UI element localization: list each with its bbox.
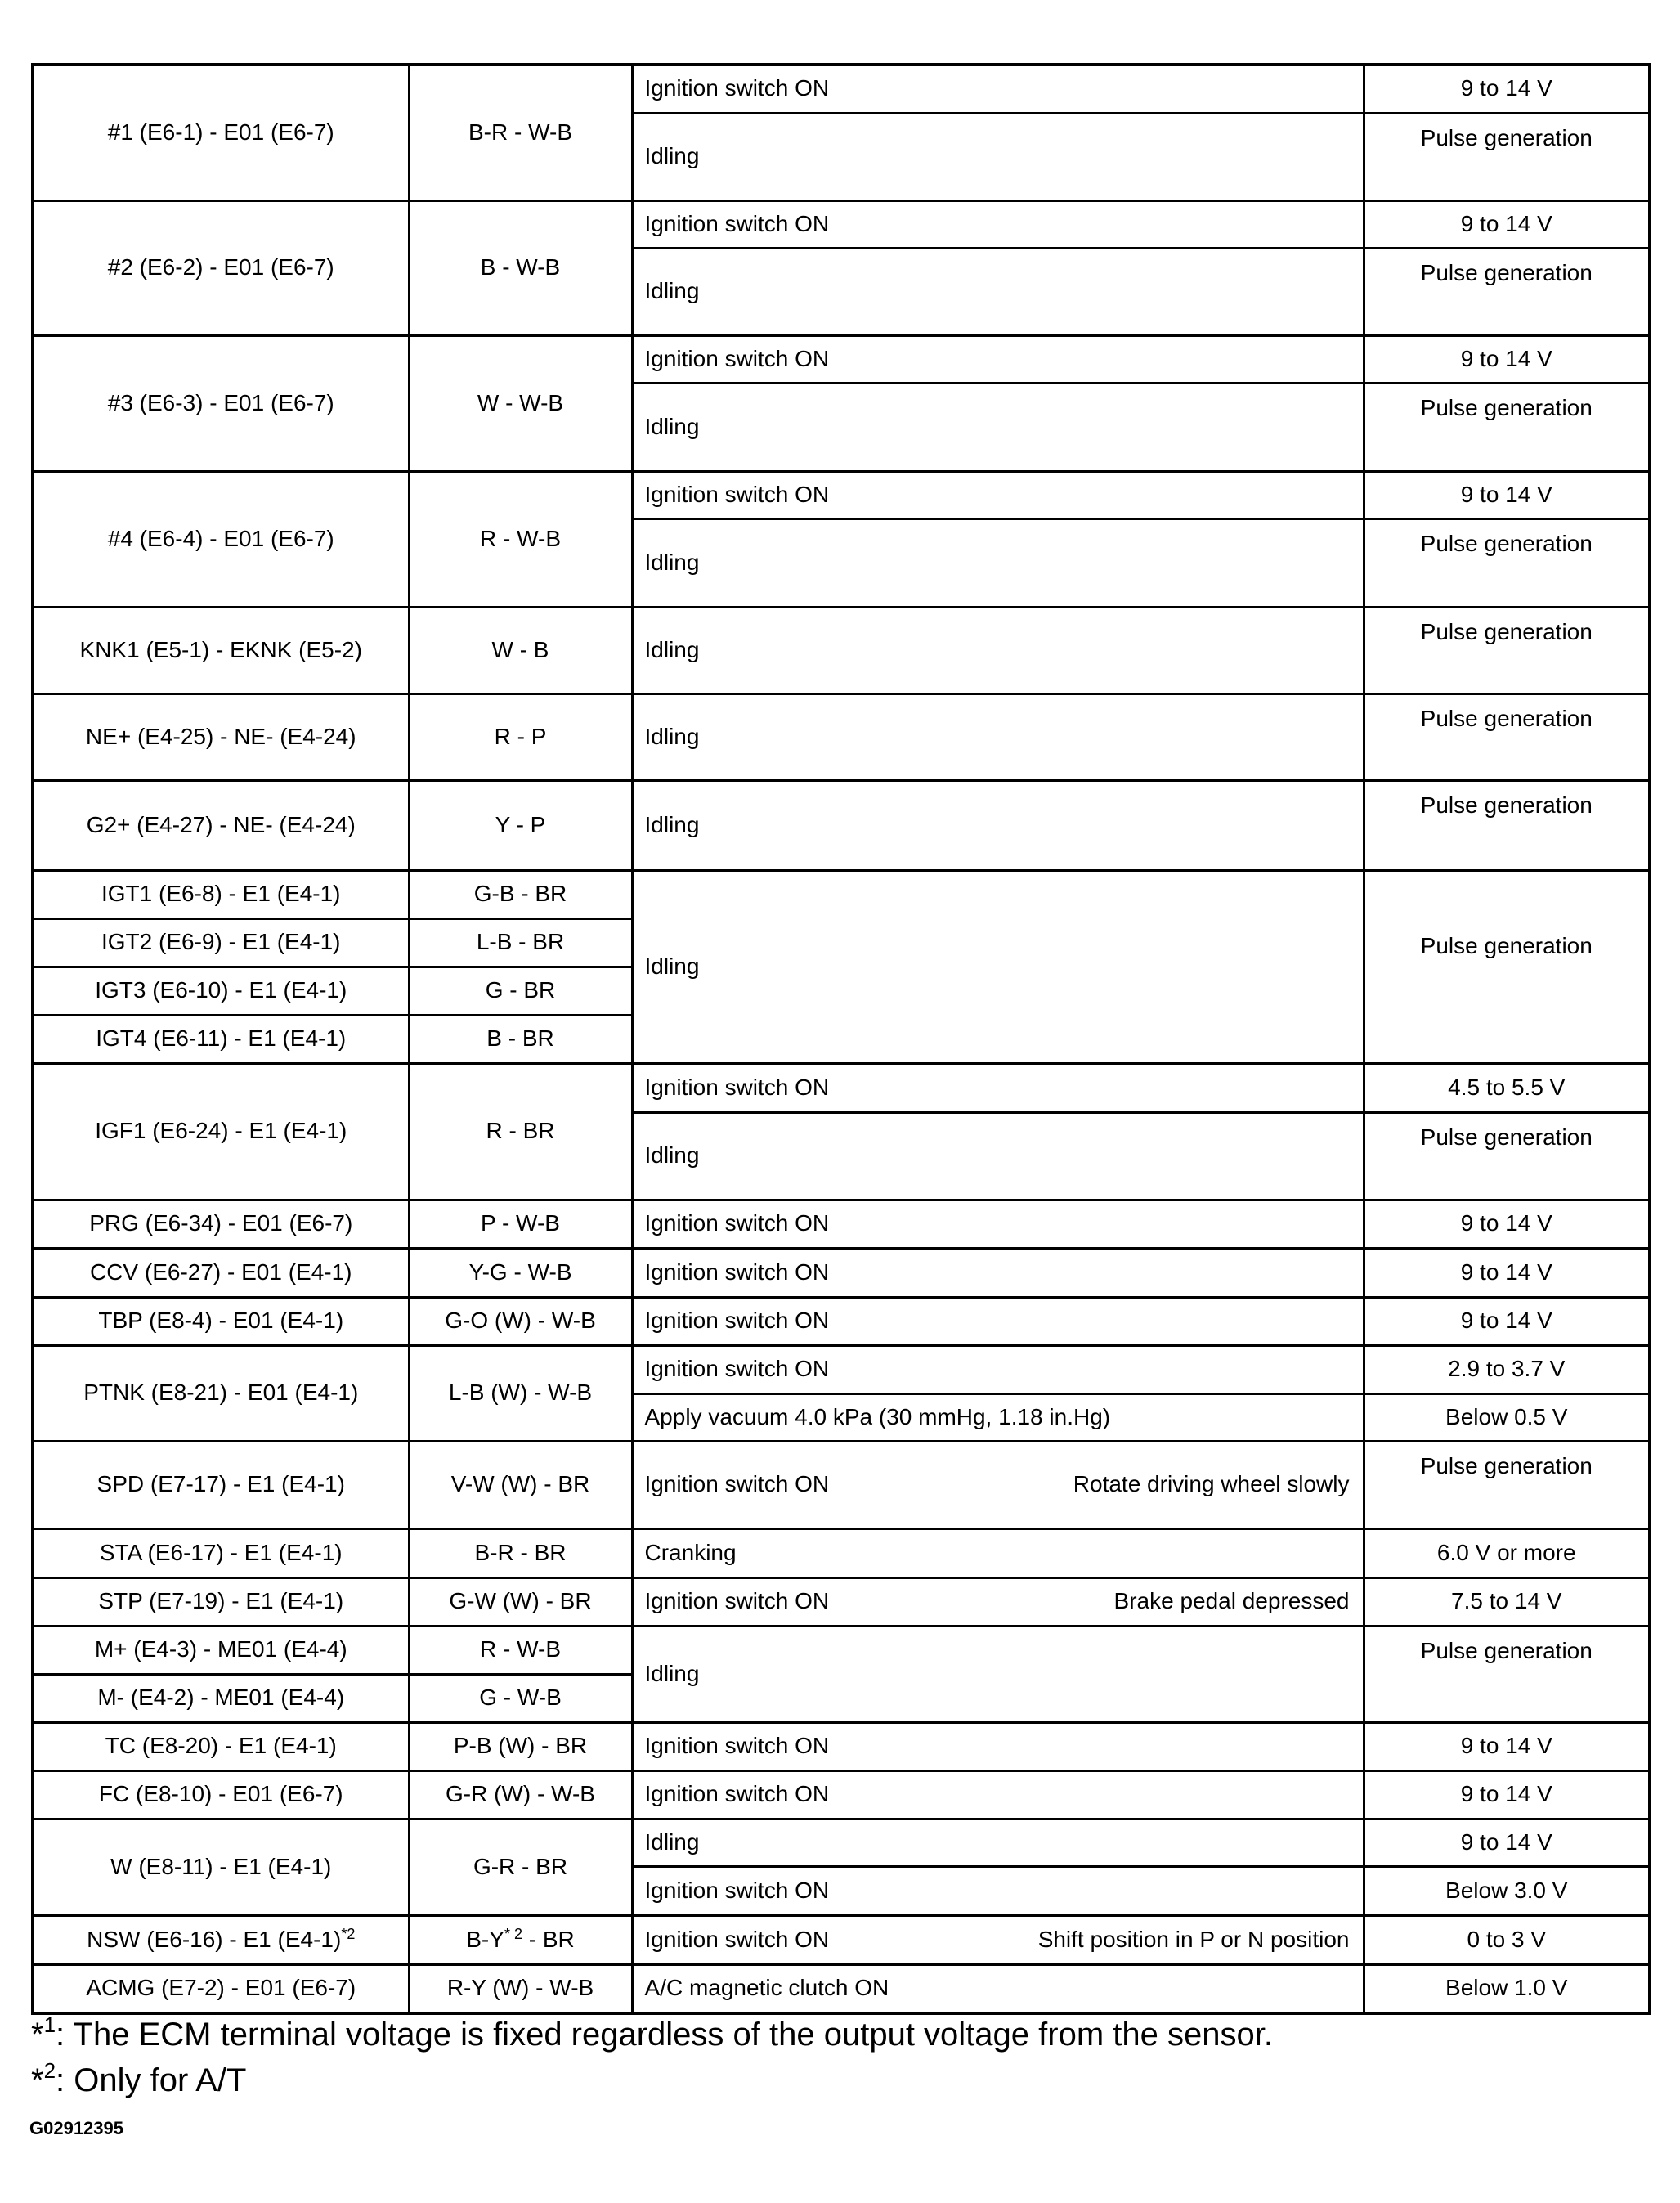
wiring-color-cell: P - W-B [409, 1200, 632, 1248]
footnote-text: : Only for A/T [56, 2062, 247, 2098]
spec-cell: Pulse generation [1364, 607, 1650, 693]
table-row [33, 1626, 1650, 1674]
table-row [33, 1248, 1650, 1297]
wiring-color-cell [409, 1915, 632, 1964]
table-row [33, 1577, 1650, 1626]
table-row [33, 1297, 1650, 1345]
spec-cell: 9 to 14 V [1364, 65, 1650, 113]
condition-cell: Ignition switch ON [632, 1297, 1364, 1345]
wiring-color-cell: R - W-B [409, 1626, 632, 1674]
condition-extra: Brake pedal depressed [1113, 1588, 1350, 1614]
terminal-text: NSW (E6-16) - E1 (E4-1) [87, 1926, 342, 1952]
table-row [33, 607, 1650, 693]
spec-cell: Pulse generation [1364, 1626, 1650, 1722]
terminal-cell: #3 (E6-3) - E01 (E6-7) [33, 335, 409, 471]
condition-main: Ignition switch ON [644, 1926, 830, 1952]
condition-cell: Ignition switch ON [632, 471, 1364, 518]
terminal-cell: IGT1 (E6-8) - E1 (E4-1) [33, 870, 409, 918]
spec-cell: 9 to 14 V [1364, 200, 1650, 248]
wiring-text-tail: - BR [522, 1926, 575, 1952]
condition-cell: Idling [632, 1626, 1364, 1722]
spec-cell: 9 to 14 V [1364, 471, 1650, 518]
condition-cell: Idling [632, 1112, 1364, 1200]
condition-cell: Idling [632, 870, 1364, 1063]
wiring-color-cell: V-W (W) - BR [409, 1441, 632, 1528]
condition-cell: Idling [632, 1819, 1364, 1866]
terminal-cell: #1 (E6-1) - E01 (E6-7) [33, 65, 409, 200]
wiring-color-cell: P-B (W) - BR [409, 1722, 632, 1770]
table-row [33, 870, 1650, 918]
footnote-1 [31, 2012, 1273, 2053]
wiring-color-cell: R - W-B [409, 471, 632, 607]
wiring-color-cell: B - W-B [409, 200, 632, 335]
terminal-cell: KNK1 (E5-1) - EKNK (E5-2) [33, 607, 409, 693]
spec-cell: 9 to 14 V [1364, 335, 1650, 383]
condition-cell [632, 1915, 1364, 1964]
spec-cell: Below 1.0 V [1364, 1964, 1650, 2013]
table-row [33, 1063, 1650, 1112]
terminal-cell: TBP (E8-4) - E01 (E4-1) [33, 1297, 409, 1345]
terminal-cell: IGF1 (E6-24) - E1 (E4-1) [33, 1063, 409, 1200]
condition-cell: Cranking [632, 1528, 1364, 1577]
spec-cell: 9 to 14 V [1364, 1297, 1650, 1345]
spec-cell: Pulse generation [1364, 1112, 1650, 1200]
terminal-cell: PTNK (E8-21) - E01 (E4-1) [33, 1345, 409, 1441]
spec-cell: 7.5 to 14 V [1364, 1577, 1650, 1626]
condition-cell: Idling [632, 693, 1364, 780]
table-row [33, 335, 1650, 383]
table-row [33, 1770, 1650, 1819]
condition-cell [632, 1577, 1364, 1626]
spec-cell: Pulse generation [1364, 1441, 1650, 1528]
spec-cell: 4.5 to 5.5 V [1364, 1063, 1650, 1112]
spec-cell: Pulse generation [1364, 248, 1650, 335]
terminal-cell: STP (E7-19) - E1 (E4-1) [33, 1577, 409, 1626]
terminal-cell: SPD (E7-17) - E1 (E4-1) [33, 1441, 409, 1528]
condition-cell: A/C magnetic clutch ON [632, 1964, 1364, 2013]
footnote-number: 1 [43, 2012, 56, 2037]
wiring-color-cell: Y - P [409, 780, 632, 870]
condition-cell: Ignition switch ON [632, 1345, 1364, 1393]
terminal-cell: W (E8-11) - E1 (E4-1) [33, 1819, 409, 1915]
footnote-mark: * [31, 2062, 44, 2098]
wiring-color-cell: G - W-B [409, 1674, 632, 1722]
spec-cell: Below 0.5 V [1364, 1393, 1650, 1441]
table-row [33, 780, 1650, 870]
wiring-color-cell: L-B (W) - W-B [409, 1345, 632, 1441]
spec-cell: Pulse generation [1364, 693, 1650, 780]
condition-cell: Ignition switch ON [632, 1200, 1364, 1248]
wiring-color-cell: G-W (W) - BR [409, 1577, 632, 1626]
condition-cell: Ignition switch ON [632, 335, 1364, 383]
wiring-color-cell: G - BR [409, 967, 632, 1015]
terminal-cell: ACMG (E7-2) - E01 (E6-7) [33, 1964, 409, 2013]
wiring-color-cell: G-R - BR [409, 1819, 632, 1915]
condition-cell: Ignition switch ON [632, 200, 1364, 248]
spec-cell: Pulse generation [1364, 518, 1650, 607]
wiring-color-cell: G-B - BR [409, 870, 632, 918]
condition-cell: Idling [632, 113, 1364, 200]
terminal-cell: IGT2 (E6-9) - E1 (E4-1) [33, 918, 409, 967]
spec-cell: 2.9 to 3.7 V [1364, 1345, 1650, 1393]
table-row [33, 65, 1650, 113]
wiring-color-cell: Y-G - W-B [409, 1248, 632, 1297]
terminal-cell: STA (E6-17) - E1 (E4-1) [33, 1528, 409, 1577]
condition-cell: Idling [632, 607, 1364, 693]
spec-cell: Pulse generation [1364, 383, 1650, 471]
condition-cell: Idling [632, 780, 1364, 870]
condition-cell [632, 1441, 1364, 1528]
terminal-cell: M- (E4-2) - ME01 (E4-4) [33, 1674, 409, 1722]
condition-cell: Idling [632, 248, 1364, 335]
table-row [33, 1722, 1650, 1770]
condition-main: Ignition switch ON [644, 1588, 830, 1614]
spec-cell: 0 to 3 V [1364, 1915, 1650, 1964]
spec-cell: Pulse generation [1364, 113, 1650, 200]
table-row [33, 1915, 1650, 1964]
spec-cell: 9 to 14 V [1364, 1248, 1650, 1297]
figure-code: G02912395 [29, 2118, 123, 2138]
wiring-color-cell: B-R - W-B [409, 65, 632, 200]
terminal-cell: IGT4 (E6-11) - E1 (E4-1) [33, 1015, 409, 1063]
terminal-cell: PRG (E6-34) - E01 (E6-7) [33, 1200, 409, 1248]
spec-cell: Pulse generation [1364, 870, 1650, 1063]
condition-cell: Ignition switch ON [632, 1063, 1364, 1112]
spec-cell: 9 to 14 V [1364, 1200, 1650, 1248]
wiring-text: B-Y [466, 1926, 504, 1952]
footnote-text: : The ECM terminal voltage is fixed regardless of the output voltage from the sensor. [56, 2017, 1273, 2053]
wiring-color-cell: B - BR [409, 1015, 632, 1063]
wiring-color-cell: G-O (W) - W-B [409, 1297, 632, 1345]
terminal-cell: CCV (E6-27) - E01 (E4-1) [33, 1248, 409, 1297]
table-row [33, 1200, 1650, 1248]
condition-cell: Idling [632, 518, 1364, 607]
spec-cell: 9 to 14 V [1364, 1819, 1650, 1866]
ecm-terminal-table [31, 63, 1651, 2015]
terminal-cell: FC (E8-10) - E01 (E6-7) [33, 1770, 409, 1819]
condition-cell: Ignition switch ON [632, 1770, 1364, 1819]
condition-cell: Apply vacuum 4.0 kPa (30 mmHg, 1.18 in.Hg) [632, 1393, 1364, 1441]
spec-cell: 6.0 V or more [1364, 1528, 1650, 1577]
terminal-cell: TC (E8-20) - E1 (E4-1) [33, 1722, 409, 1770]
condition-cell: Idling [632, 383, 1364, 471]
table-row [33, 1345, 1650, 1393]
wiring-color-cell: R - BR [409, 1063, 632, 1200]
table-row [33, 693, 1650, 780]
footnote-number: 2 [43, 2058, 56, 2083]
footnote-mark: * [31, 2017, 44, 2053]
spec-cell: Pulse generation [1364, 780, 1650, 870]
condition-cell: Ignition switch ON [632, 1248, 1364, 1297]
wiring-color-cell: R - P [409, 693, 632, 780]
condition-main: Ignition switch ON [644, 1471, 830, 1497]
condition-cell: Ignition switch ON [632, 1866, 1364, 1915]
table-row [33, 1964, 1650, 2013]
terminal-cell [33, 1915, 409, 1964]
condition-extra: Rotate driving wheel slowly [1073, 1471, 1350, 1497]
condition-cell: Ignition switch ON [632, 1722, 1364, 1770]
spec-cell: 9 to 14 V [1364, 1722, 1650, 1770]
wiring-color-cell: G-R (W) - W-B [409, 1770, 632, 1819]
terminal-cell: M+ (E4-3) - ME01 (E4-4) [33, 1626, 409, 1674]
table-row [33, 471, 1650, 518]
table-row [33, 1819, 1650, 1866]
terminal-cell: IGT3 (E6-10) - E1 (E4-1) [33, 967, 409, 1015]
table-row [33, 1528, 1650, 1577]
table-row [33, 1441, 1650, 1528]
condition-extra: Shift position in P or N position [1037, 1926, 1350, 1952]
condition-cell: Ignition switch ON [632, 65, 1364, 113]
wiring-color-cell: R-Y (W) - W-B [409, 1964, 632, 2013]
spec-cell: 9 to 14 V [1364, 1770, 1650, 1819]
footnote-2 [31, 2058, 247, 2099]
wiring-color-cell: B-R - BR [409, 1528, 632, 1577]
footnote-ref: *2 [341, 1925, 356, 1942]
wiring-color-cell: W - W-B [409, 335, 632, 471]
wiring-color-cell: W - B [409, 607, 632, 693]
terminal-cell: NE+ (E4-25) - NE- (E4-24) [33, 693, 409, 780]
terminal-cell: #2 (E6-2) - E01 (E6-7) [33, 200, 409, 335]
footnote-ref: * 2 [504, 1925, 522, 1942]
wiring-color-cell: L-B - BR [409, 918, 632, 967]
terminal-cell: #4 (E6-4) - E01 (E6-7) [33, 471, 409, 607]
table-row [33, 200, 1650, 248]
spec-cell: Below 3.0 V [1364, 1866, 1650, 1915]
terminal-cell: G2+ (E4-27) - NE- (E4-24) [33, 780, 409, 870]
